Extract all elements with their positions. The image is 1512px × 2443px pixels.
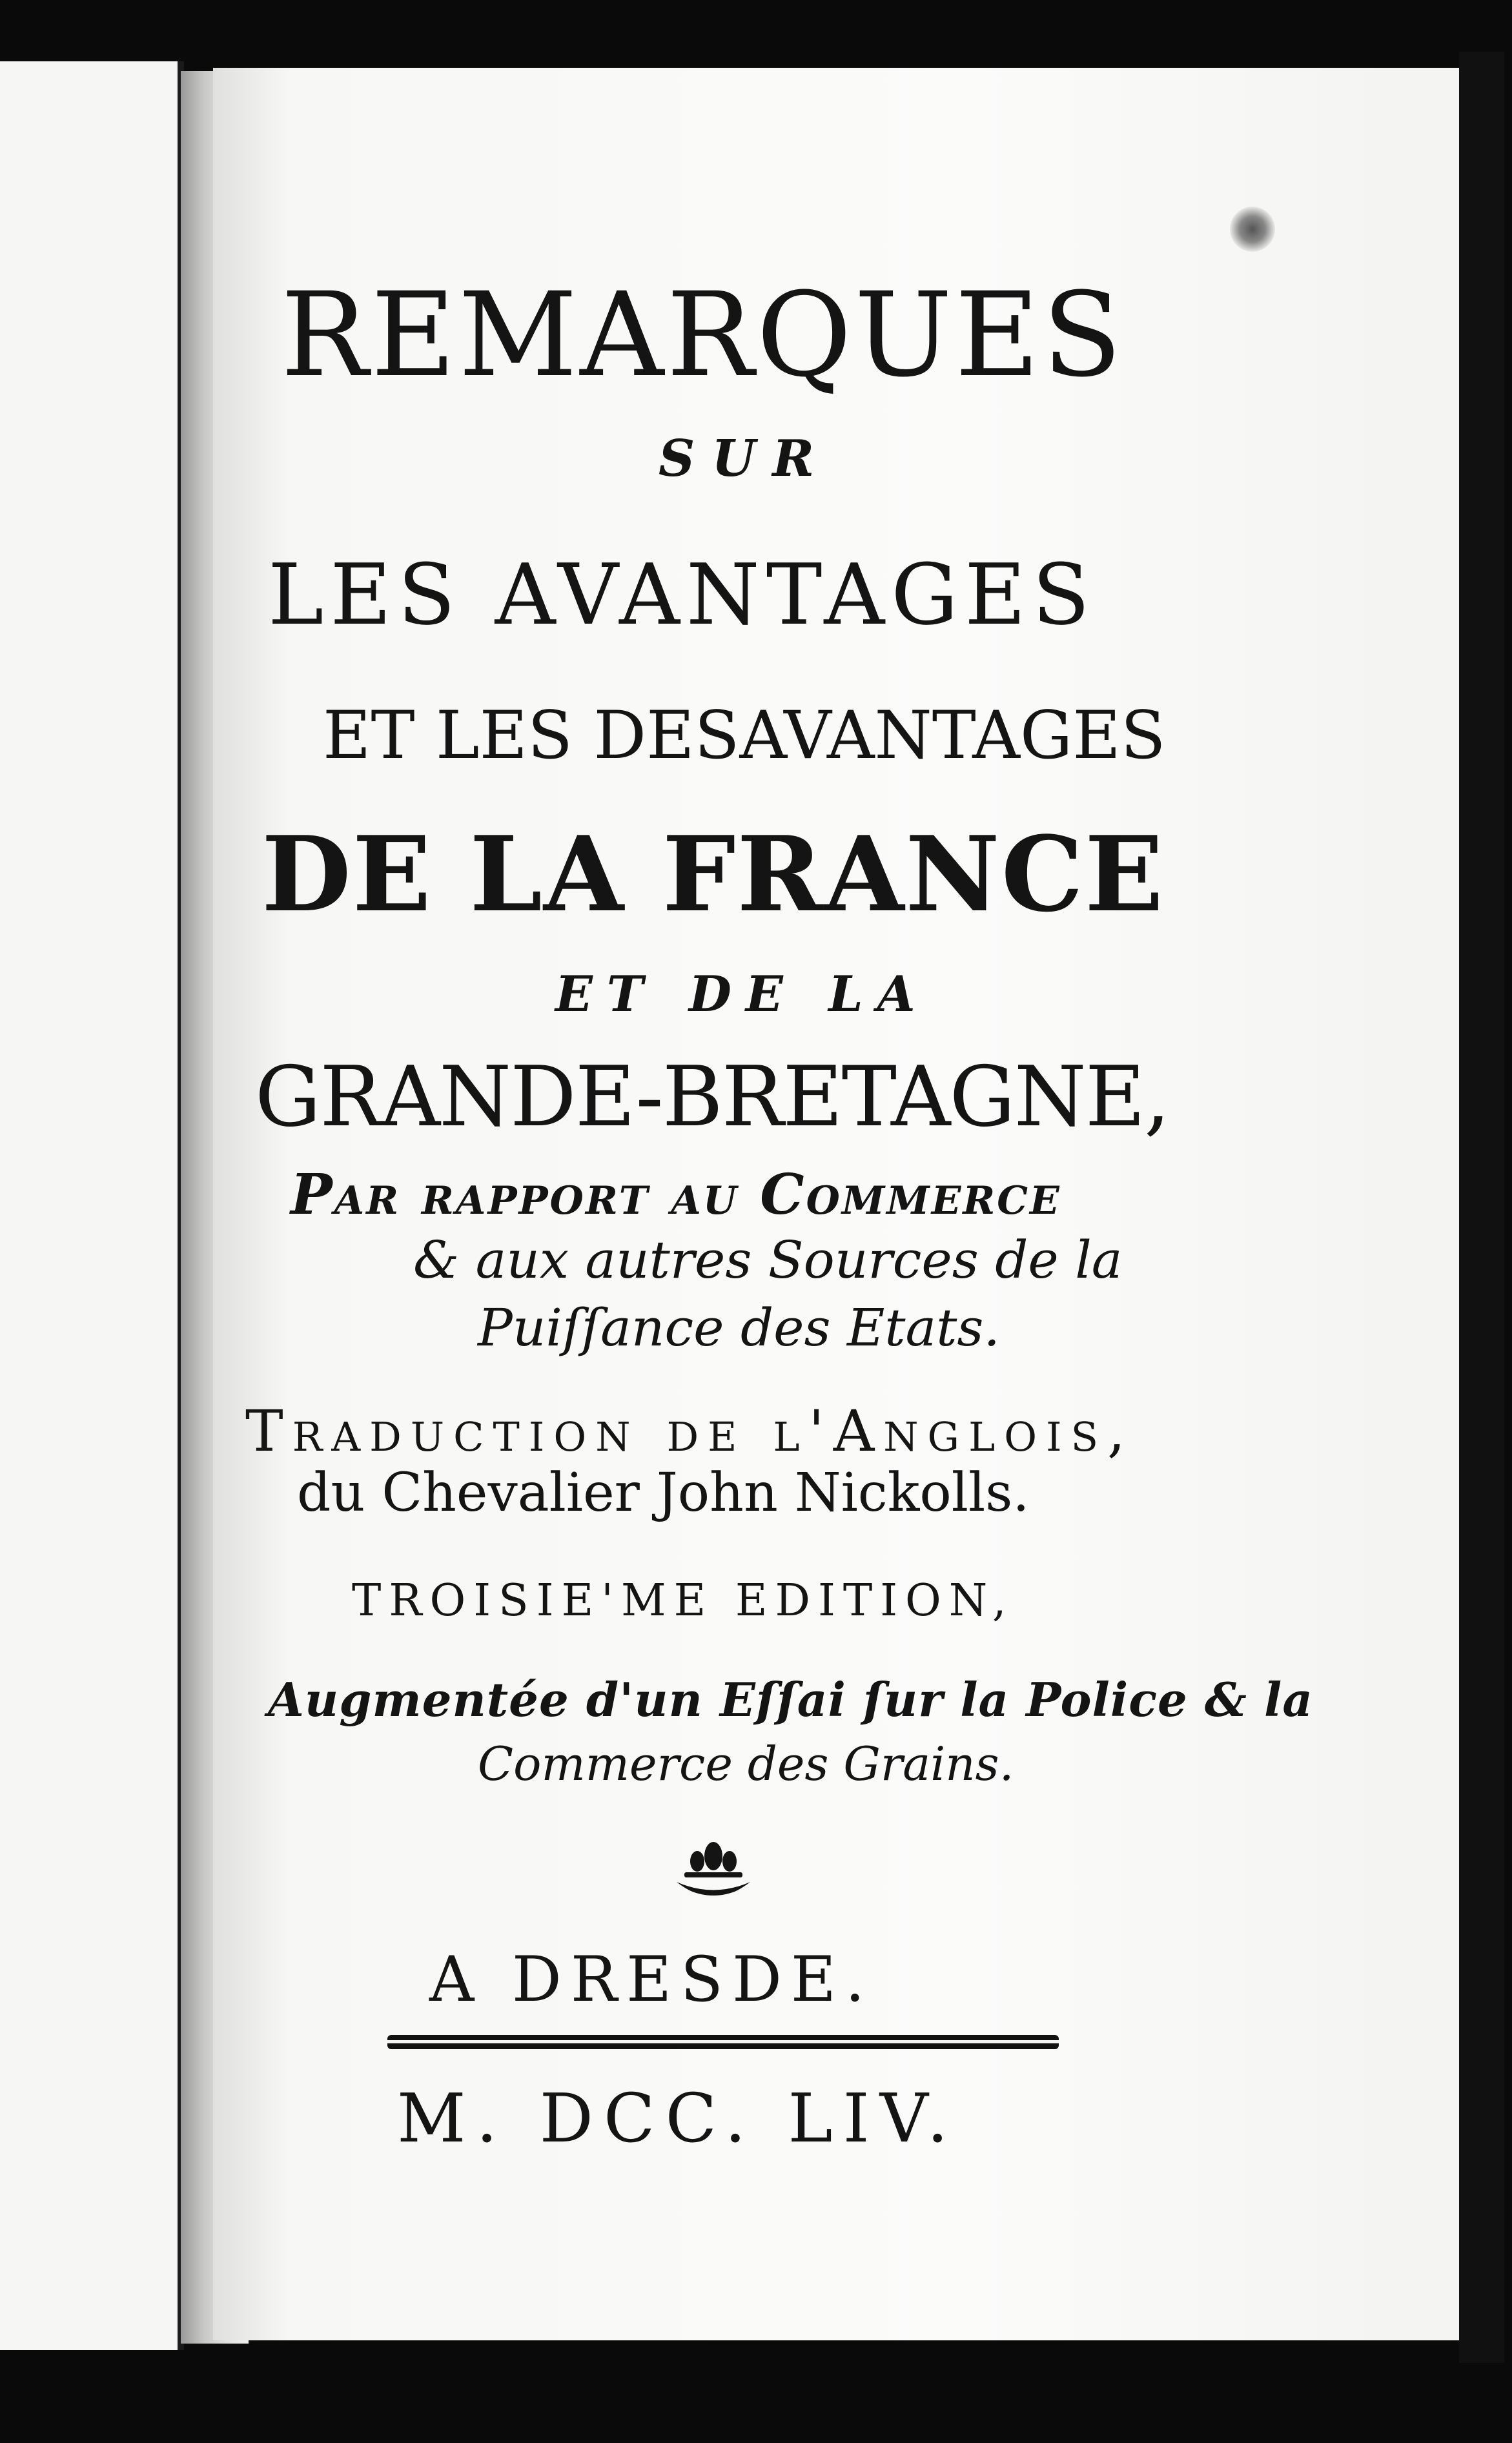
et-de-la-line: ET DE LA — [555, 965, 930, 1023]
desavantages-line: ET LES DESAVANTAGES — [323, 697, 1166, 774]
subtitle-line-3: Puiſſance des Etats. — [478, 1298, 1000, 1358]
double-rule — [387, 2035, 1059, 2049]
facing-page — [0, 61, 184, 2350]
edition-line: TROISIE'ME EDITION, — [352, 1575, 1014, 1626]
avantages-line: LES AVANTAGES — [268, 546, 1096, 644]
augment-line-2: Commerce des Grains. — [478, 1737, 1014, 1791]
year-line: M. DCC. LIV. — [397, 2079, 959, 2158]
sur-line: SUR — [659, 429, 832, 488]
france-line: DE LA FRANCE — [261, 813, 1165, 935]
main-title: REMARQUES — [281, 268, 1125, 403]
fleuron-ornament — [671, 1837, 755, 1908]
author-line — [297, 1462, 1029, 1524]
subtitle-line-2: & aux autres Sources de la — [413, 1230, 1123, 1290]
translation-line: Traduction de l'Anglois, — [245, 1398, 1135, 1464]
subtitle-line-1: Par rapport au Commerce — [291, 1162, 1061, 1227]
page-edge — [1459, 52, 1504, 2363]
place-line: A DRESDE. — [429, 1943, 874, 2016]
augment-line-1: Augmentée d'un Eſſai ſur la Police & la — [268, 1672, 1313, 1727]
author-text: du Chevalier John Nickolls. — [297, 1462, 1030, 1524]
bretagne-line: GRANDE-BRETAGNE, — [255, 1049, 1169, 1145]
ink-stain — [1230, 207, 1275, 252]
